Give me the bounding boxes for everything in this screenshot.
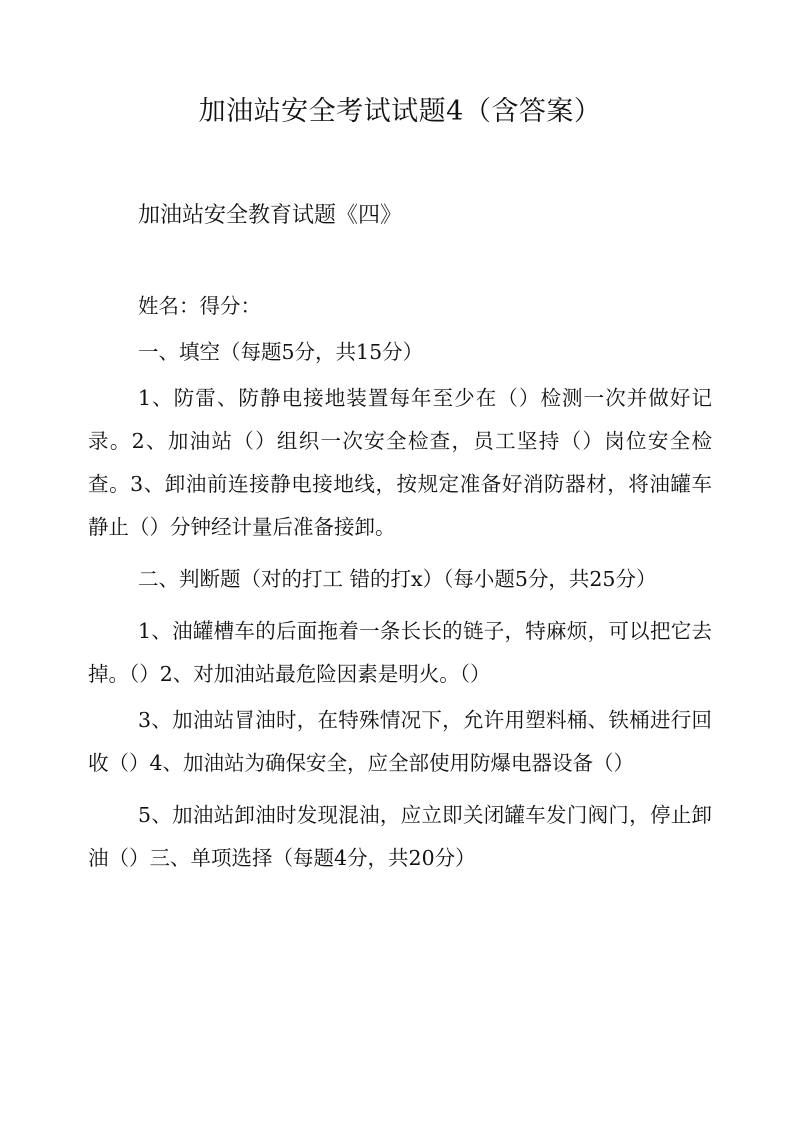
document-title: 加油站安全考试试题4（含答案） bbox=[198, 96, 602, 127]
section-fill-blank-heading: 一、填空（每题5分，共15分） bbox=[138, 340, 424, 364]
true-false-questions-3-4: 3、加油站冒油时，在特殊情况下，允许用塑料桶、铁桶进行回收（）4、加油站为确保安全，应全部使用防爆电器设备（） bbox=[88, 708, 712, 775]
section-true-false-heading: 二、判断题（对的打工 错的打x）（每小题5分，共25分） bbox=[138, 567, 657, 591]
true-false-questions-1-2: 1、油罐槽车的后面拖着一条长长的链子，特麻烦，可以把它去掉。（）2、对加油站最危险因素是明火。（） bbox=[88, 619, 712, 686]
document-subtitle: 加油站安全教育试题《四》 bbox=[138, 203, 403, 228]
fill-blank-questions: 1、防雷、防静电接地装置每年至少在（）检测一次并做好记录。2、加油站（）组织一次安全检查，员工坚持（）岗位安全检查。3、卸油前连接静电接地线，按规定准备好消防器材，将油罐车静止（）分钟经计量后准备接卸。 bbox=[88, 386, 712, 539]
document-body bbox=[88, 285, 712, 880]
name-score-line: 姓名：得分： bbox=[138, 294, 261, 318]
true-false-question-5-and-section-three: 5、加油站卸油时发现混油，应立即关闭罐车发门阀门，停止卸油（）三、单项选择（每题4分，共20分） bbox=[88, 803, 712, 870]
